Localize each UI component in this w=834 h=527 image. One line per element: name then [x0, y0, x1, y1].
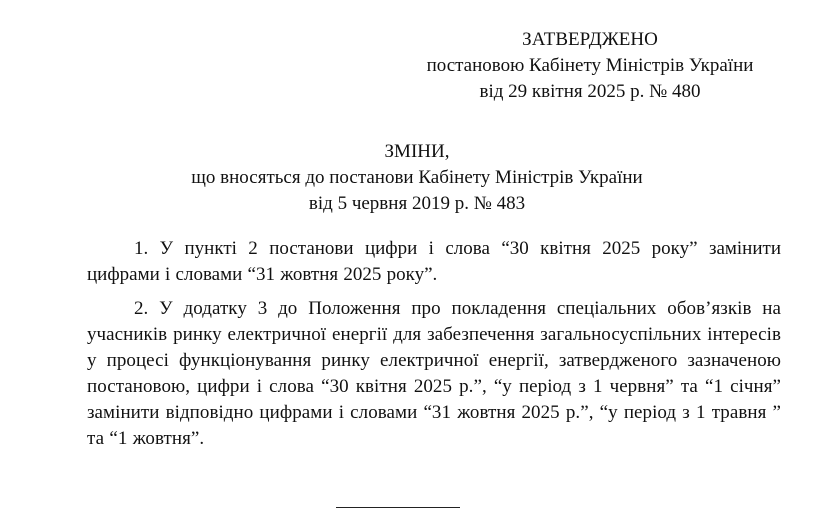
- closing-separator-line: [336, 507, 460, 508]
- paragraph-2: 2. У додатку 3 до Положення про покладення спеціальних обов’язків на учасників ринку електричної енергії для забезпечення загальносуспільних інтересів у процесі функціонування ринку електричної енергії, затвердженого зазначеною постановою, цифри і слова “30 квітня 2025 р.”, “у період з 1 червня” та “1 січня” замінити відповідно цифрами і словами “31 жовтня 2025 р.”, “у період з 1 травня ” та “1 жовтня”.: [87, 298, 781, 449]
- document-title: [80, 139, 754, 217]
- document-body: [87, 236, 781, 460]
- approval-issuer: постановою Кабінету Міністрів України: [426, 55, 754, 76]
- paragraph-1: 1. У пункті 2 постанови цифри і слова “30 квітня 2025 року” замінити цифрами і словами “31 жовтня 2025 року”.: [87, 238, 781, 285]
- title-date: від 5 червня 2019 р. № 483: [308, 193, 526, 214]
- title-heading: ЗМІНИ,: [384, 141, 450, 162]
- title-subject: що вносяться до постанови Кабінету Міністрів України: [191, 167, 643, 188]
- approval-date: від 29 квітня 2025 р. № 480: [479, 81, 701, 102]
- approval-heading: ЗАТВЕРДЖЕНО: [522, 29, 658, 50]
- approval-stamp: [380, 27, 800, 105]
